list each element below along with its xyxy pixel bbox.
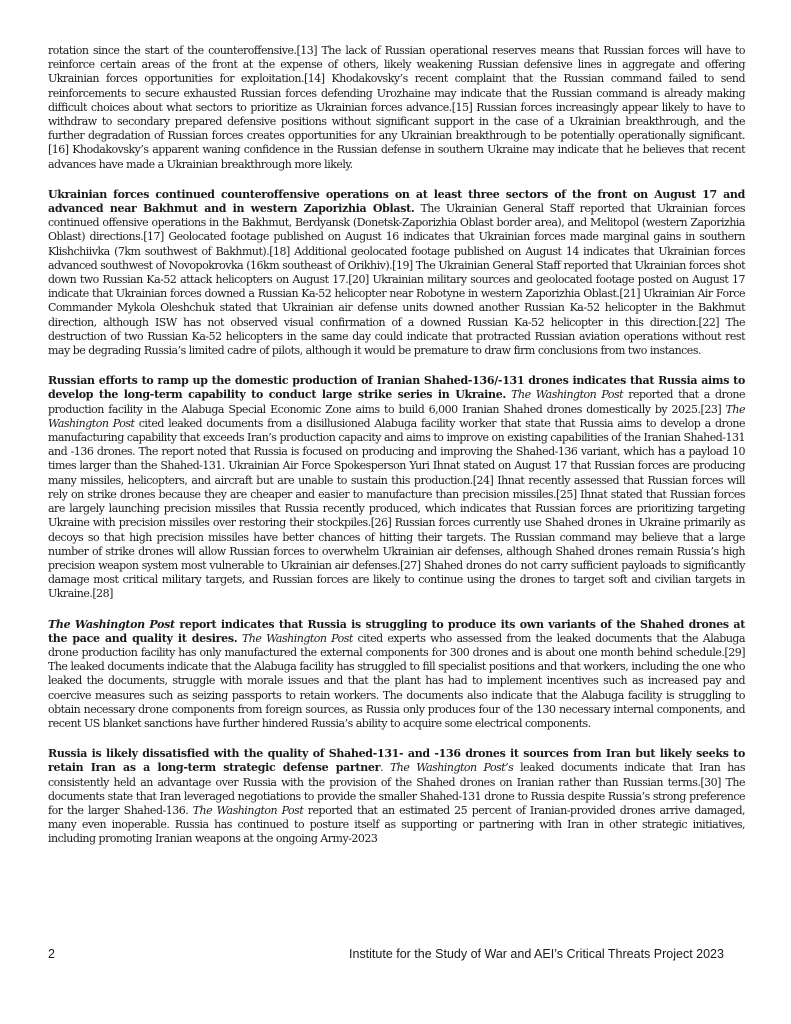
paragraph-lead-text: Russia is likely dissatisfied with the quality of Shahed-131- and -136 drones it sources from Iran but likely seeks to retain Iran as a long-term strategic defense partner bbox=[48, 747, 745, 775]
footer-credit: Institute for the Study of War and AEI’s Critical Threats Project 2023 bbox=[349, 947, 724, 961]
paragraph-text: The Ukrainian General Staff reported that Ukrainian forces continued offensive operations in the Bakhmut, Berdyansk (Donetsk-Zaporizhia Oblast border area), and Melitopol (western Zaporizhia Oblast) directions.[17] Geolocated footage published on August 16 indicates that Ukrainian forces made marginal gains in southern Klishchiivka (7km southwest of Bakhmut).[18] Additional geolocated footage published on August 14 indicates that Ukrainian forces advanced southwest of Novopokrovka (16km southeast of Orikhiv).[19] The Ukrainian General Staff reported that Ukrainian forces shot down two Russian Ka-52 attack helicopters on August 17.[20] Ukrainian military sources and geolocated footage posted on August 17 indicate that Ukrainian forces downed a Russian Ka-52 helicopter near Robotyne in western Zaporizhia Oblast.[21] Ukrainian Air Force Commander Mykola Oleshchuk stated that Ukrainian air defense units downed another Russian Ka-52 helicopter in the Bakhmut direction, although ISW has not observed visual confirmation of a downed Russian Ka-52 helicopter in this direction.[22] The destruction of two Russian Ka-52 helicopters in the same day could indicate that protracted Russian aviation operations without rest may be degrading Russia’s limited cadre of pilots, although it would be premature to draw firm conclusions from two instances. bbox=[48, 202, 745, 358]
paragraph-lead-text: Ukrainian forces continued counteroffensive operations on at least three sectors of the front on August 17 and advanced near Bakhmut and in western Zaporizhia Oblast. bbox=[48, 187, 745, 216]
paragraph bbox=[48, 618, 745, 732]
publication-name: The Washington Post bbox=[48, 617, 175, 631]
paragraph-lead-text: Russian efforts to ramp up the domestic production of Iranian Shahed-136/-131 drones indicates that Russia aims to develop the long-term capability to conduct large strike series in Ukraine. bbox=[48, 374, 745, 402]
publication-name: The Washington Post bbox=[511, 388, 624, 402]
publication-name: The Washington Post bbox=[241, 631, 353, 645]
publication-name: The Washington Post bbox=[192, 803, 304, 817]
paragraph-text: . bbox=[380, 761, 390, 775]
paragraph-text: reported that an estimated 25 percent of Iranian-provided drones arrive damaged, many even inoperable. Russia has continued to posture itself as supporting or partnering with Iran in other strategic initiatives, including promoting Iranian weapons at the ongoing Army-2023 bbox=[48, 803, 746, 846]
paragraph-lead-text: report indicates that Russia is struggling to produce its own variants of the Shahed drones at the pace and quality it desires. bbox=[48, 617, 745, 645]
paragraph bbox=[48, 188, 745, 358]
page-number: 2 bbox=[48, 947, 55, 961]
paragraph-text: cited experts who assessed from the leaked documents that the Alabuga drone production facility has only manufactured the external components for 300 drones and is about one month behind schedule.[29] The leaked documents indicate that the Alabuga facility has struggled to fill specialist positions and that workers, including the one who leaked the documents, struggle with morale issues and that the plant has had to implement incentives such as increased pay and coercive measures such as seizing passports to retain workers. The documents also indicate that the Alabuga facility is struggling to obtain necessary drone components from foreign sources, as Russia only produces four of the 130 necessary internal components, and recent US blanket sanctions have further hindered Russia’s ability to acquire some electrical components. bbox=[48, 631, 746, 730]
paragraph bbox=[48, 374, 745, 601]
paragraph-text: cited leaked documents from a disillusioned Alabuga facility worker that state that Russia aims to develop a drone manufacturing capability that exceeds Iran’s production capacity and aims to improve on existing capabilities of the Iranian Shahed-131 and -136 drones. The report noted that Russia is focused on producing and improving the Shahed-136 variant, which has a payload 10 times larger than the Shahed-131. Ukrainian Air Force Spokesperson Yuri Ihnat stated on August 17 that Russian forces are producing many missiles, helicopters, and aircraft but are unable to sustain this production.[24] Ihnat recently assessed that Russian forces will rely on strike drones because they are cheaper and easier to manufacture than precision missiles.[25] Ihnat stated that Russian forces are largely launching precision missiles that Russia recently produced, which indicates that Russian forces are prioritizing targeting Ukraine with precision missiles over restoring their stockpiles.[26] Russian forces currently use Shahed drones in Ukraine primarily as decoys so that high precision missiles have better chances of hitting their targets. The Russian command may believe that a large number of strike drones will allow Russian forces to overwhelm Ukrainian air defenses, although Shahed drones remain Russia’s high precision weapon system most vulnerable to Ukrainian air defenses.[27] Shahed drones do not carry sufficient payloads to significantly damage most critical military targets, and Russian forces are likely to continue using the drones to target soft and civilian targets in Ukraine.[28] bbox=[48, 416, 745, 601]
publication-name: The Washington Post’s bbox=[389, 761, 514, 775]
paragraph bbox=[48, 44, 745, 172]
document-body bbox=[48, 44, 745, 863]
publication-name: The Washington Post bbox=[48, 402, 745, 430]
paragraph bbox=[48, 747, 745, 846]
paragraph-text: rotation since the start of the counteroffensive.[13] The lack of Russian operational reserves means that Russian forces will have to reinforce certain areas of the front at the expense of others, likely weakening Russian defensive lines in aggregate and offering Ukrainian forces opportunities for exploitation.[14] Khodakovsky’s recent complaint that the Russian command failed to send reinforcements to secure exhausted Russian forces defending Urozhaine may indicate that the Russian command is already making difficult choices about what sectors to prioritize as Ukrainian forces advance.[15] Russian forces increasingly appear likely to have to withdraw to secondary prepared defensive positions without significant support in the case of a Ukrainian breakthrough, and the further degradation of Russian forces creates opportunities for any Ukrainian breakthrough to be potentially operationally significant.[16] Khodakovsky’s apparent waning confidence in the Russian defense in southern Ukraine may indicate that he believes that recent advances have made a Ukrainian breakthrough more likely. bbox=[48, 44, 745, 171]
paragraph-text: reported that a drone production facility in the Alabuga Special Economic Zone aims to build 6,000 Iranian Shahed drones domestically by 2025.[23] bbox=[48, 388, 746, 416]
paragraph-text: leaked documents indicate that Iran has consistently held an advantage over Russia with the provision of the Shahed drones on Iranian rather than Russian terms.[30] The documents state that Iran leveraged negotiations to provide the smaller Shahed-131 drone to Russia despite Russia’s strong preference for the larger Shahed-136. bbox=[48, 761, 746, 817]
